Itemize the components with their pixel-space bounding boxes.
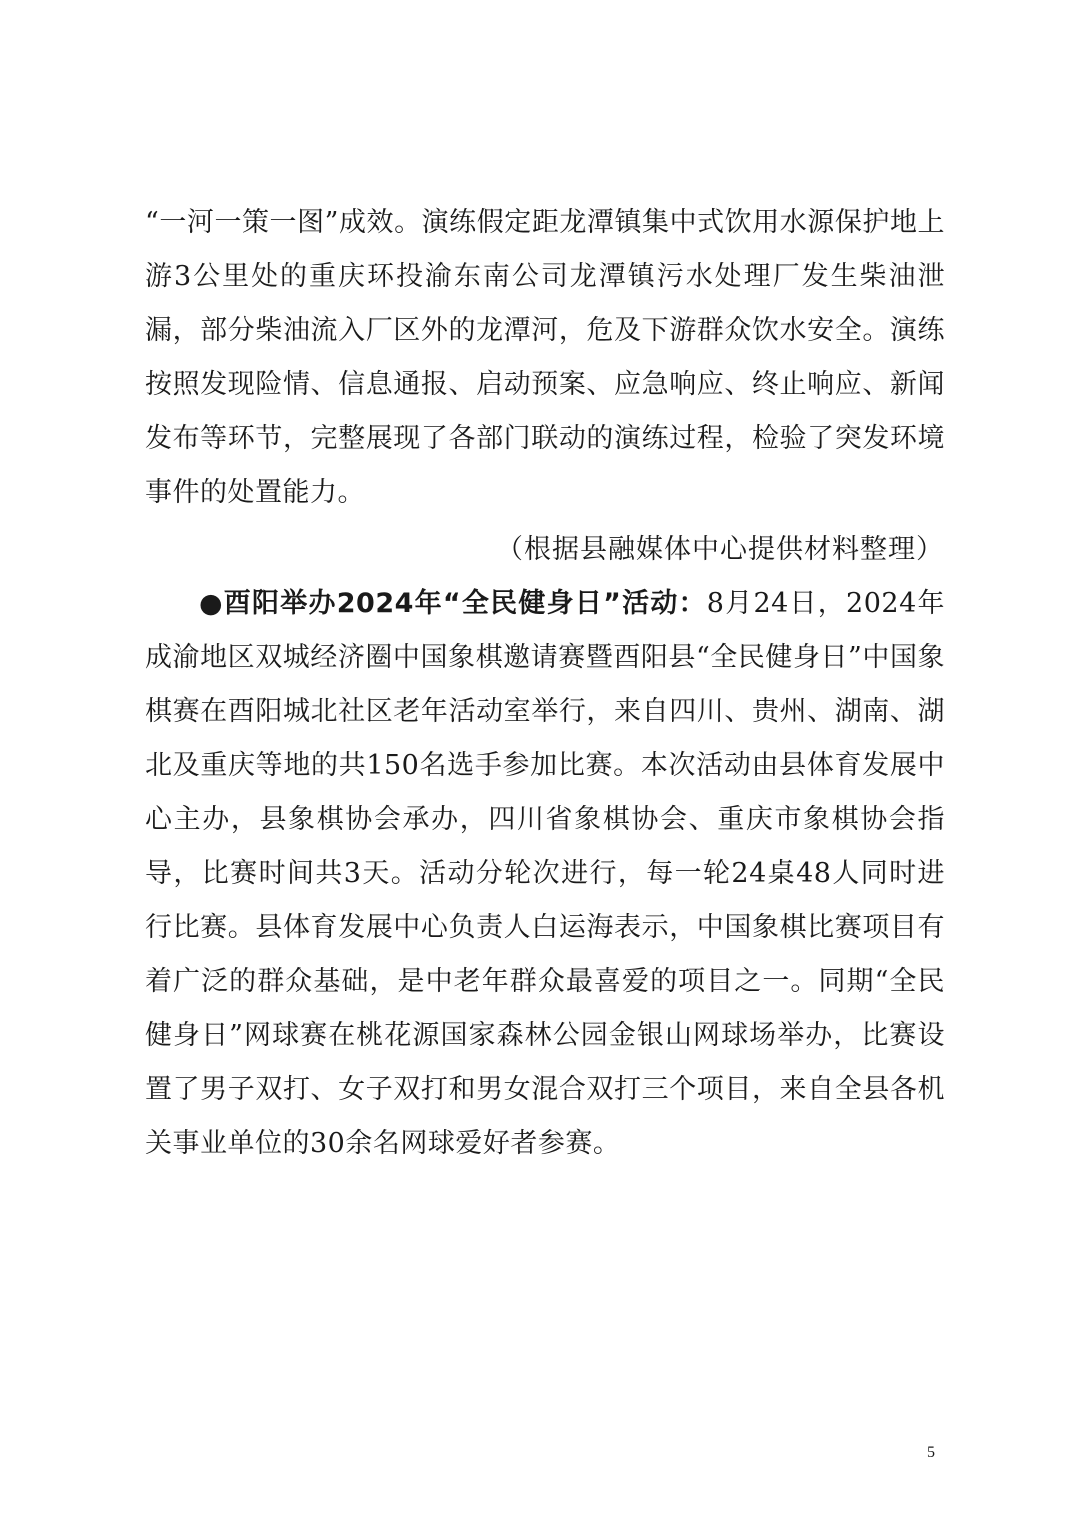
source-note: （根据县融媒体中心提供材料整理）	[496, 534, 944, 565]
body-paragraph-fitness-day	[145, 577, 945, 1171]
page-number: 5	[927, 1444, 935, 1461]
news-item-heading: ●酉阳举办2024年“全民健身日”活动：	[199, 588, 707, 619]
body-paragraph-drill: “一河一策一图”成效。演练假定距龙潭镇集中式饮用水源保护地上游3公里处的重庆环投渝东南公司龙潭镇污水处理厂发生柴油泄漏，部分柴油流入厂区外的龙潭河，危及下游群众饮水安全。演练按照发现险情、信息通报、启动预案、应急响应、终止响应、新闻发布等环节，完整展现了各部门联动的演练过程，检验了突发环境事件的处置能力。	[145, 207, 945, 508]
news-item-body: 8月24日，2024年成渝地区双城经济圈中国象棋邀请赛暨酉阳县“全民健身日”中国象棋赛在酉阳城北社区老年活动室举行，来自四川、贵州、湖南、湖北及重庆等地的共150名选手参加比赛。本次活动由县体育发展中心主办，县象棋协会承办，四川省象棋协会、重庆市象棋协会指导，比赛时间共3天。活动分轮次进行，每一轮24桌48人同时进行比赛。县体育发展中心负责人白运海表示，中国象棋比赛项目有着广泛的群众基础，是中老年群众最喜爱的项目之一。同期“全民健身日”网球赛在桃花源国家森林公园金银山网球场举办，比赛设置了男子双打、女子双打和男女混合双打三个项目，来自全县各机关事业单位的30余名网球爱好者参赛。	[145, 588, 945, 1159]
